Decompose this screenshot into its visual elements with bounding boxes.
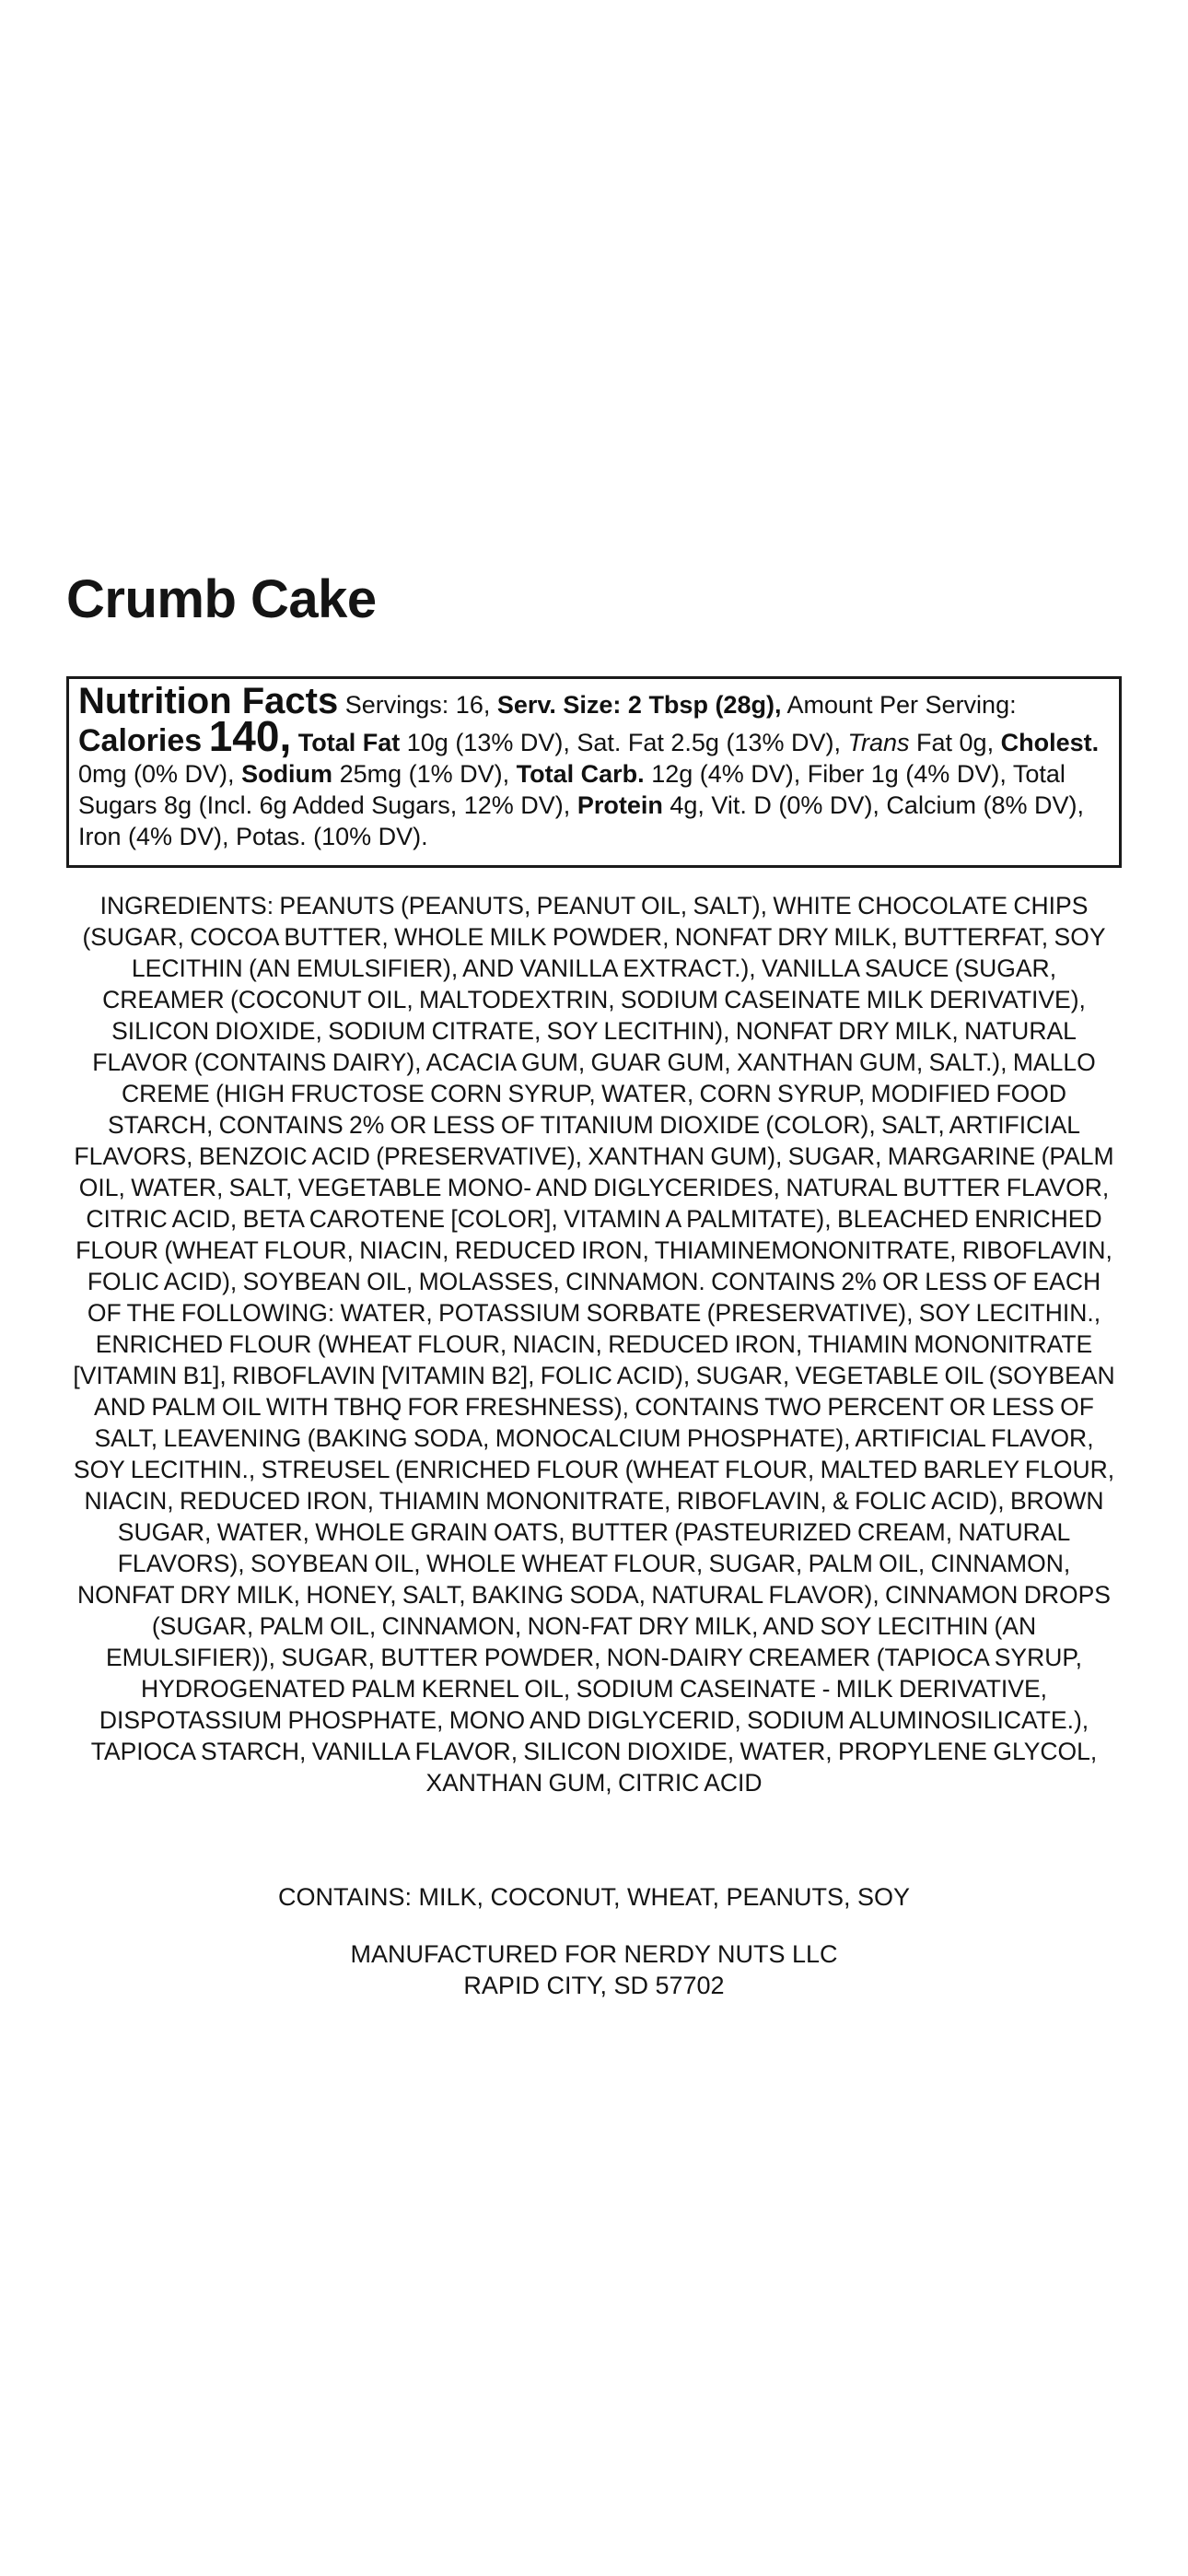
cholesterol-label: Cholest. (1000, 729, 1100, 756)
ingredients-list: INGREDIENTS: PEANUTS (PEANUTS, PEANUT OIL, SALT), WHITE CHOCOLATE CHIPS (SUGAR, COCOA BUTTER, WHOLE MILK POWDER, NONFAT DRY MILK, BUTTERFAT, SOY LECITHIN (AN EMULSIFIER), AND VANILLA EXTRACT.), VANILLA SAUCE (SUGAR, CREAMER (COCONUT OIL, MALTODEXTRIN, SODIUM CASEINATE MILK DERIVATIVE), SILICON DIOXIDE, SODIUM CITRATE, SOY LECITHIN), NONFAT DRY MILK, NATURAL FLAVOR (CONTAINS DAIRY), ACACIA GUM, GUAR GUM, XANTHAN GUM, SALT.), MALLO CREME (HIGH FRUCTOSE CORN SYRUP, WATER, CORN SYRUP, MODIFIED FOOD STARCH, CONTAINS 2% OR LESS OF TITANIUM DIOXIDE (COLOR), SALT, ARTIFICIAL FLAVORS, BENZOIC ACID (PRESERVATIVE), XANTHAN GUM), SUGAR, MARGARINE (PALM OIL, WATER, SALT, VEGETABLE MONO- AND DIGLYCERIDES, NATURAL BUTTER FLAVOR, CITRIC ACID, BETA CAROTENE [COLOR], VITAMIN A PALMITATE), BLEACHED ENRICHED FLOUR (WHEAT FLOUR, NIACIN, REDUCED IRON, THIAMINEMONONITRATE, RIBOFLAVIN, FOLIC ACID), SOYBEAN OIL, MOLASSES, CINNAMON. CONTAINS 2% OR LESS OF EACH OF THE FOLLOWING: WATER, POTASSIUM SORBATE (PRESERVATIVE), SOY LECITHIN., ENRICHED FLOUR (WHEAT FLOUR, NIACIN, REDUCED IRON, THIAMIN MONONITRATE [VITAMIN B1], RIBOFLAVIN [VITAMIN B2], FOLIC ACID), SUGAR, VEGETABLE OIL (SOYBEAN AND PALM OIL WITH TBHQ FOR FRESHNESS), CONTAINS TWO PERCENT OR LESS OF SALT, LEAVENING (BAKING SODA, MONOCALCIUM PHOSPHATE), ARTIFICIAL FLAVOR, SOY LECITHIN., STREUSEL (ENRICHED FLOUR (WHEAT FLOUR, MALTED BARLEY FLOUR, NIACIN, REDUCED IRON, THIAMIN MONONITRATE, RIBOFLAVIN, & FOLIC ACID), BROWN SUGAR, WATER, WHOLE GRAIN OATS, BUTTER (PASTEURIZED CREAM, NATURAL FLAVORS), SOYBEAN OIL, WHOLE WHEAT FLOUR, SUGAR, PALM OIL, CINNAMON, NONFAT DRY MILK, HONEY, SALT, BAKING SODA, NATURAL FLAVOR), CINNAMON DROPS (SUGAR, PALM OIL, CINNAMON, NON-FAT DRY MILK, AND SOY LECITHIN (AN EMULSIFIER)), SUGAR, BUTTER POWDER, NON-DAIRY CREAMER (TAPIOCA SYRUP, HYDROGENATED PALM KERNEL OIL, SODIUM CASEINATE - MILK DERIVATIVE, DISPOTASSIUM PHOSPHATE, MONO AND DIGLYCERID, SODIUM ALUMINOSILICATE.), TAPIOCA STARCH, VANILLA FLAVOR, SILICON DIOXIDE, WATER, PROPYLENE GLYCOL, XANTHAN GUM, CITRIC ACID (73, 892, 1115, 1797)
manufacturer-name: MANUFACTURED FOR NERDY NUTS LLC (350, 1940, 838, 1968)
servings-text: Servings: 16, (344, 691, 491, 719)
nutrition-facts-panel (66, 676, 1122, 868)
serving-size: Serv. Size: 2 Tbsp (28g), (496, 691, 782, 719)
calories-value: 140, (208, 712, 292, 760)
nutrition-facts-heading: Nutrition Facts (78, 681, 339, 721)
sodium-label: Sodium (241, 760, 333, 788)
total-carb-label: Total Carb. (516, 760, 645, 788)
manufacturer-info (72, 1938, 1116, 2001)
total-fat-label: Total Fat (297, 729, 401, 756)
product-title: Crumb Cake (66, 569, 377, 629)
trans-fat-label: Trans (847, 729, 910, 756)
protein-label: Protein (577, 791, 663, 819)
protein-value: 4g, Vit. D (0% DV), Calcium (8% DV), Iron (4% DV), Potas. (10% DV). (78, 791, 1084, 850)
manufacturer-address: RAPID CITY, SD 57702 (463, 1972, 725, 1999)
total-carb-value: 12g (4% DV), Fiber 1g (4% DV), Total Sugars 8g (Incl. 6g Added Sugars, 12% DV), (78, 760, 1066, 819)
total-fat-value: 10g (13% DV), Sat. Fat 2.5g (13% DV), (406, 729, 841, 756)
sodium-value: 25mg (1% DV), (339, 760, 510, 788)
trans-fat-value: Fat 0g, (916, 729, 995, 756)
allergen-statement: CONTAINS: MILK, COCONUT, WHEAT, PEANUTS, SOY (277, 1883, 911, 1911)
amount-per-serving: Amount Per Serving: (786, 691, 1017, 719)
calories-label: Calories (78, 723, 203, 758)
cholesterol-value: 0mg (0% DV), (78, 760, 235, 788)
